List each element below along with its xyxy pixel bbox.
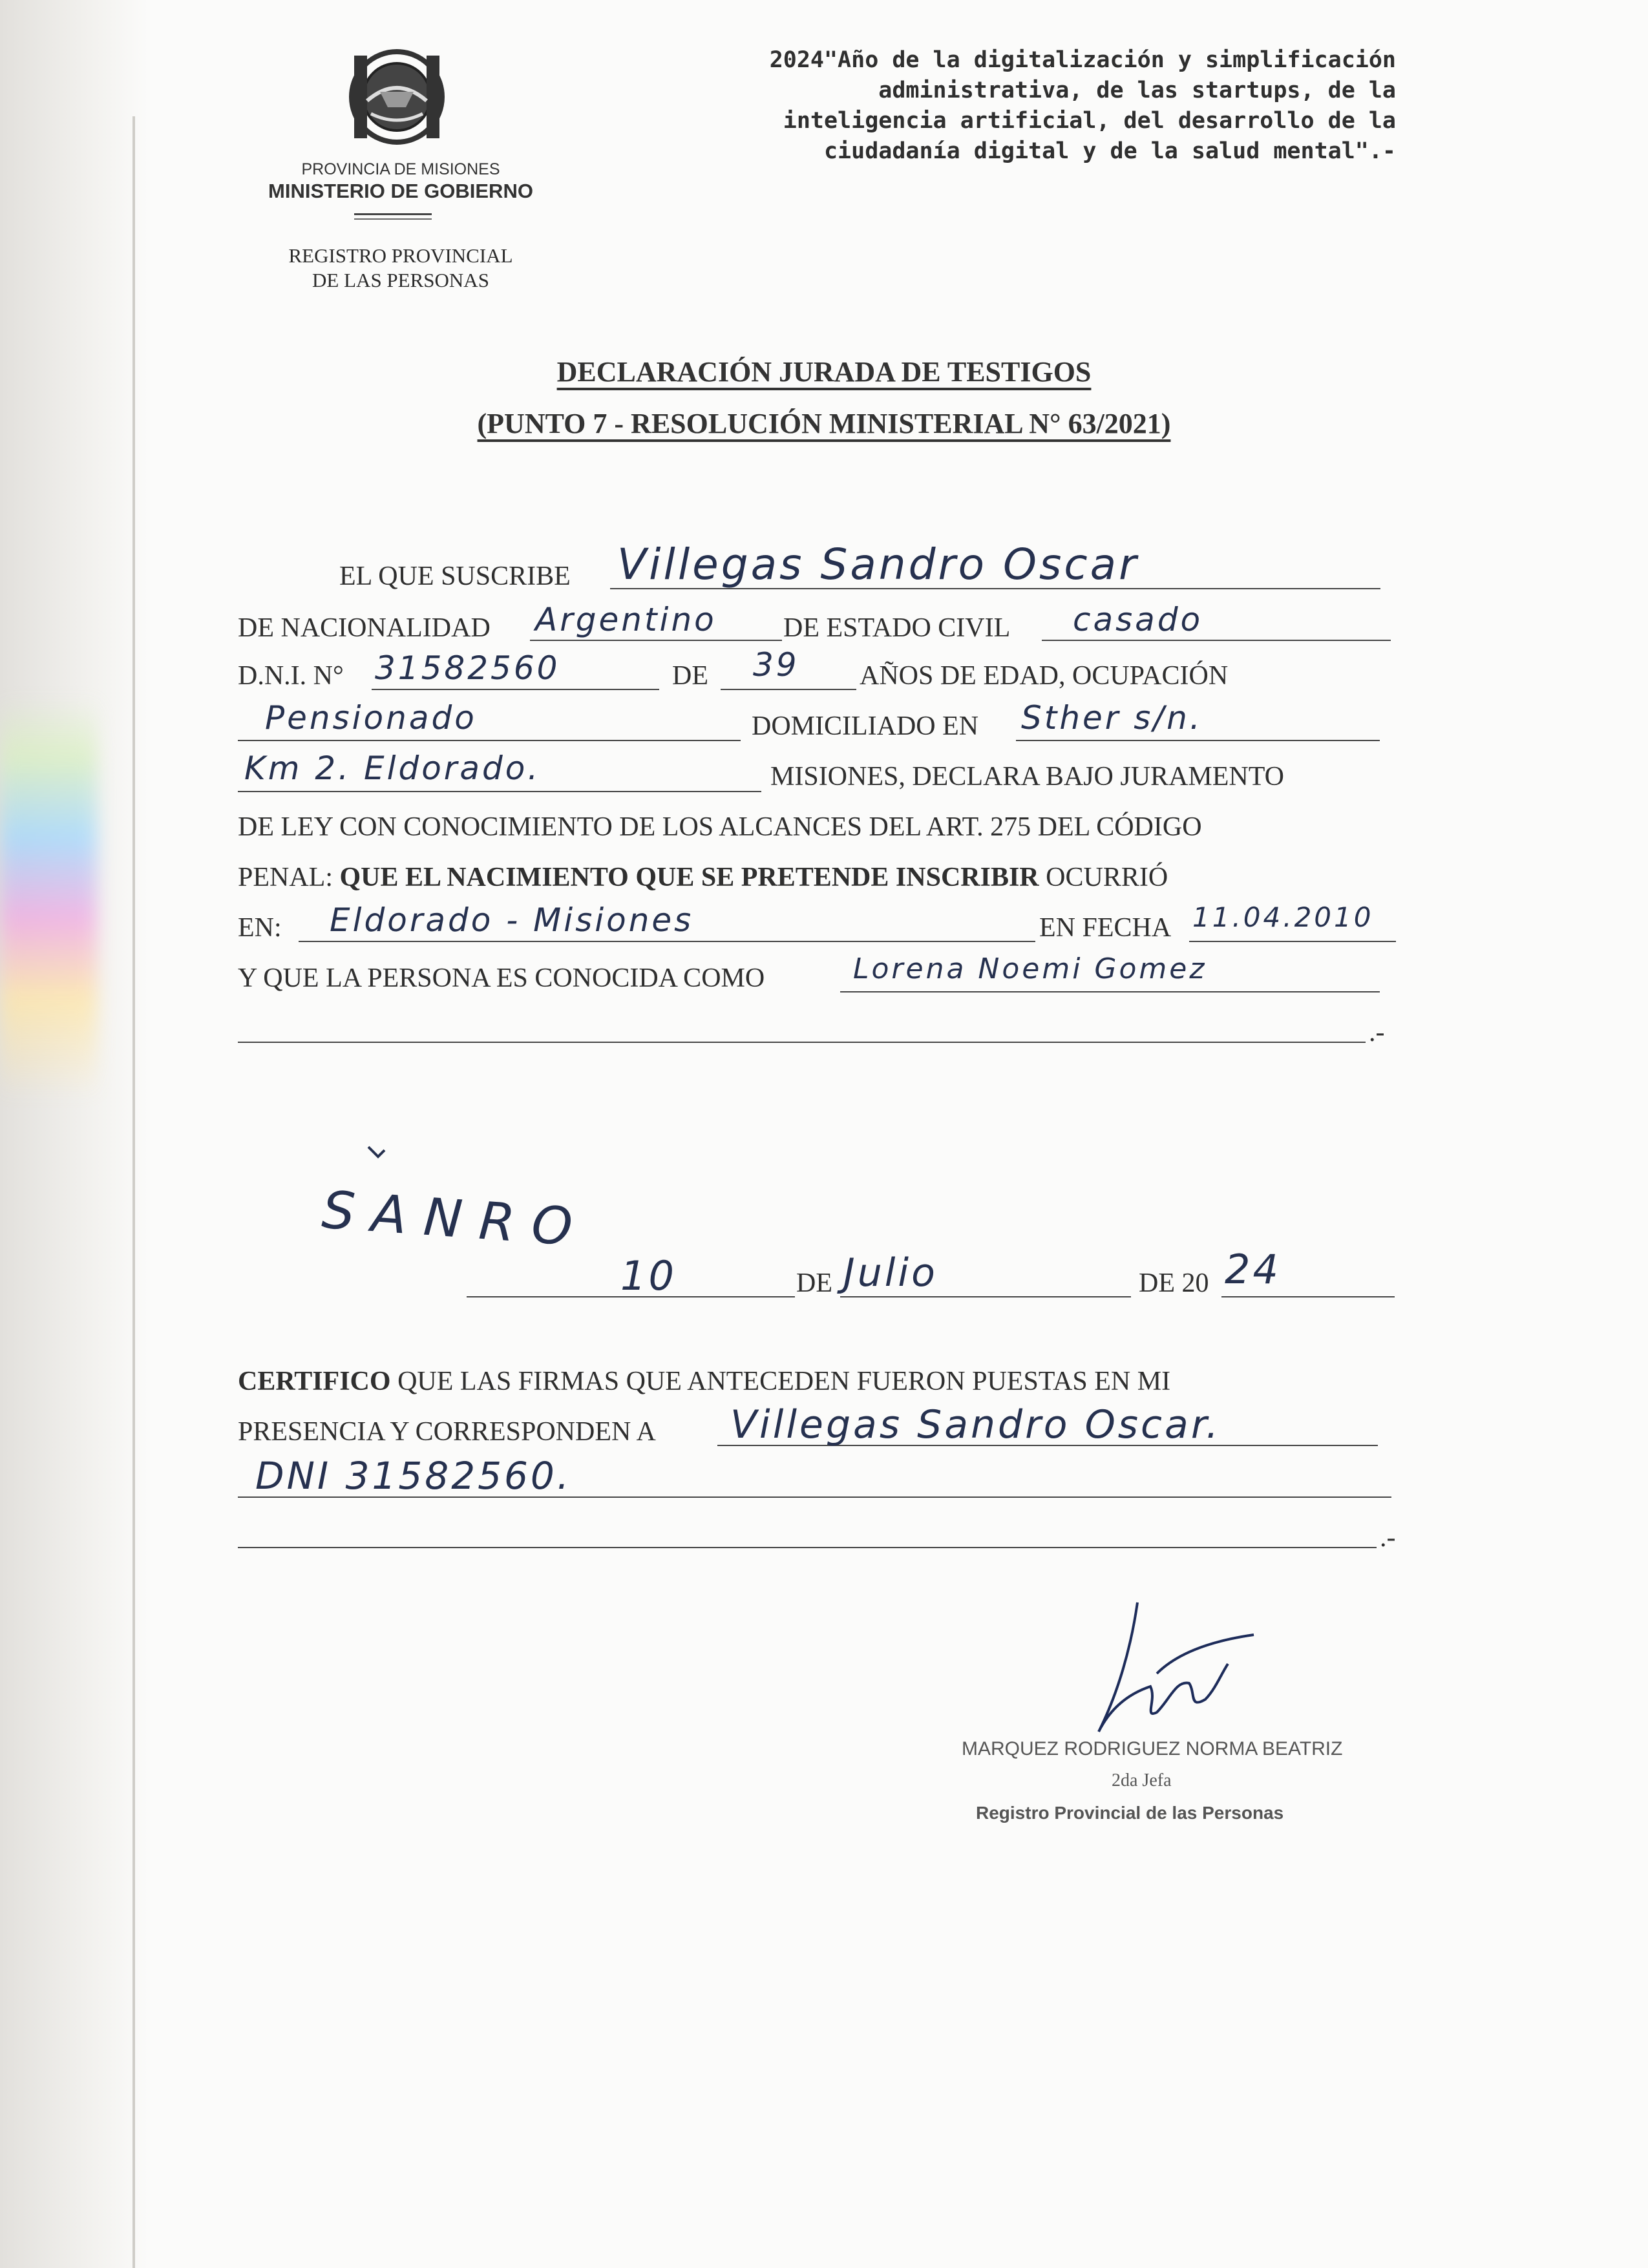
edad-field[interactable] [721, 689, 856, 690]
ministry-name: MINISTERIO DE GOBIERNO [268, 180, 533, 202]
dia-value: 10 [620, 1252, 677, 1299]
ocupacion-field[interactable] [238, 740, 741, 741]
line-end-mark: .- [1369, 1018, 1385, 1047]
certifico-field-3[interactable] [238, 1547, 1377, 1548]
suscribe-label: EL QUE SUSCRIBE [339, 562, 571, 591]
estado-civil-value: casado [1073, 601, 1203, 638]
signature-icon [1060, 1596, 1267, 1758]
scan-light-artifact [0, 698, 97, 1098]
domicilio-field-2[interactable] [238, 791, 761, 792]
estado-civil-field[interactable] [1042, 640, 1391, 641]
penal-suffix: OCURRIÓ [1046, 863, 1168, 892]
certifico-line-end: .- [1380, 1523, 1396, 1553]
dni-value: 31582560 [375, 649, 560, 687]
domicilio-value: Sther s/n. [1021, 699, 1203, 737]
certifico-value-1: Villegas Sandro Oscar. [730, 1402, 1221, 1447]
ley-line: DE LEY CON CONOCIMIENTO DE LOS ALCANCES DEL ART. 275 DEL CÓDIGO [238, 812, 1202, 842]
domicilio-label: DOMICILIADO EN [752, 711, 979, 741]
province-name: PROVINCIA DE MISIONES [301, 160, 500, 178]
stamp-office: Registro Provincial de las Personas [976, 1803, 1284, 1823]
header-divider [354, 218, 432, 220]
registry-line1: REGISTRO PROVINCIAL [288, 244, 513, 267]
year-slogan [730, 45, 1396, 167]
registry-line2: DE LAS PERSONAS [312, 269, 489, 291]
nacionalidad-value: Argentino [535, 601, 717, 638]
penal-prefix: PENAL: [238, 863, 333, 892]
nacionalidad-label: DE NACIONALIDAD [238, 613, 491, 643]
en-label: EN: [238, 913, 282, 943]
certifico-bold: CERTIFICO [238, 1367, 391, 1396]
slogan-line: administrativa, de las startups, de la [878, 78, 1396, 103]
anio-field[interactable] [1221, 1296, 1395, 1297]
lugar-value: Eldorado - Misiones [330, 901, 694, 939]
estado-civil-label: DE ESTADO CIVIL [783, 613, 1011, 643]
fecha-value: 11.04.2010 [1192, 901, 1374, 933]
conocida-label: Y QUE LA PERSONA ES CONOCIDA COMO [238, 963, 765, 993]
certifico-text: QUE LAS FIRMAS QUE ANTECEDEN FUERON PUESTAS EN MI [397, 1367, 1171, 1396]
misiones-label: MISIONES, DECLARA BAJO JURAMENTO [770, 762, 1284, 792]
header-divider [354, 213, 432, 215]
penal-line [238, 862, 1168, 893]
conocida-field[interactable] [840, 991, 1380, 992]
scan-shadow [0, 0, 149, 2268]
anio-label: DE 20 [1139, 1268, 1209, 1298]
fecha-label: EN FECHA [1039, 913, 1172, 943]
document-title: DECLARACIÓN JURADA DE TESTIGOS [556, 356, 1092, 388]
date-lugar-value: SANRO [320, 1179, 591, 1259]
certifico-line [238, 1366, 1170, 1397]
mes-field[interactable] [840, 1296, 1131, 1297]
slogan-line: 2024"Año de la digitalización y simplificación [769, 47, 1396, 73]
mes-value: Julio [843, 1250, 938, 1296]
dni-field[interactable] [372, 689, 659, 690]
date-de-label: DE [796, 1268, 832, 1298]
provincial-seal-icon [341, 43, 452, 151]
domicilio-field[interactable] [1016, 740, 1380, 741]
penal-bold: QUE EL NACIMIENTO QUE SE PRETENDE INSCRIBIR [339, 863, 1039, 892]
certifico-value-2: DNI 31582560. [255, 1454, 572, 1498]
nacionalidad-field[interactable] [530, 640, 782, 641]
extra-field[interactable] [238, 1042, 1366, 1043]
suscribe-value: Villegas Sandro Oscar [617, 540, 1139, 589]
anio-value: 24 [1225, 1246, 1281, 1293]
domicilio-value-2: Km 2. Eldorado. [244, 750, 541, 787]
tick-mark-icon [365, 1140, 391, 1166]
de-label: DE [672, 661, 708, 691]
dni-label: D.N.I. N° [238, 661, 344, 691]
ocupacion-value: Pensionado [265, 699, 477, 737]
stamp-role: 2da Jefa [1112, 1770, 1172, 1790]
document-subtitle: (PUNTO 7 - RESOLUCIÓN MINISTERIAL N° 63/2021) [477, 408, 1171, 439]
stamp-name: MARQUEZ RODRIGUEZ NORMA BEATRIZ [962, 1738, 1343, 1759]
edad-value: 39 [753, 646, 799, 684]
conocida-value: Lorena Noemi Gomez [853, 952, 1207, 985]
slogan-line: inteligencia artificial, del desarrollo de la [783, 108, 1396, 134]
slogan-line: ciudadanía digital y de la salud mental".- [823, 138, 1396, 164]
fecha-field[interactable] [1189, 941, 1396, 942]
edad-label: AÑOS DE EDAD, OCUPACIÓN [860, 661, 1229, 691]
lugar-field[interactable] [299, 941, 1035, 942]
certifico-text-2: PRESENCIA Y CORRESPONDEN A [238, 1417, 656, 1447]
